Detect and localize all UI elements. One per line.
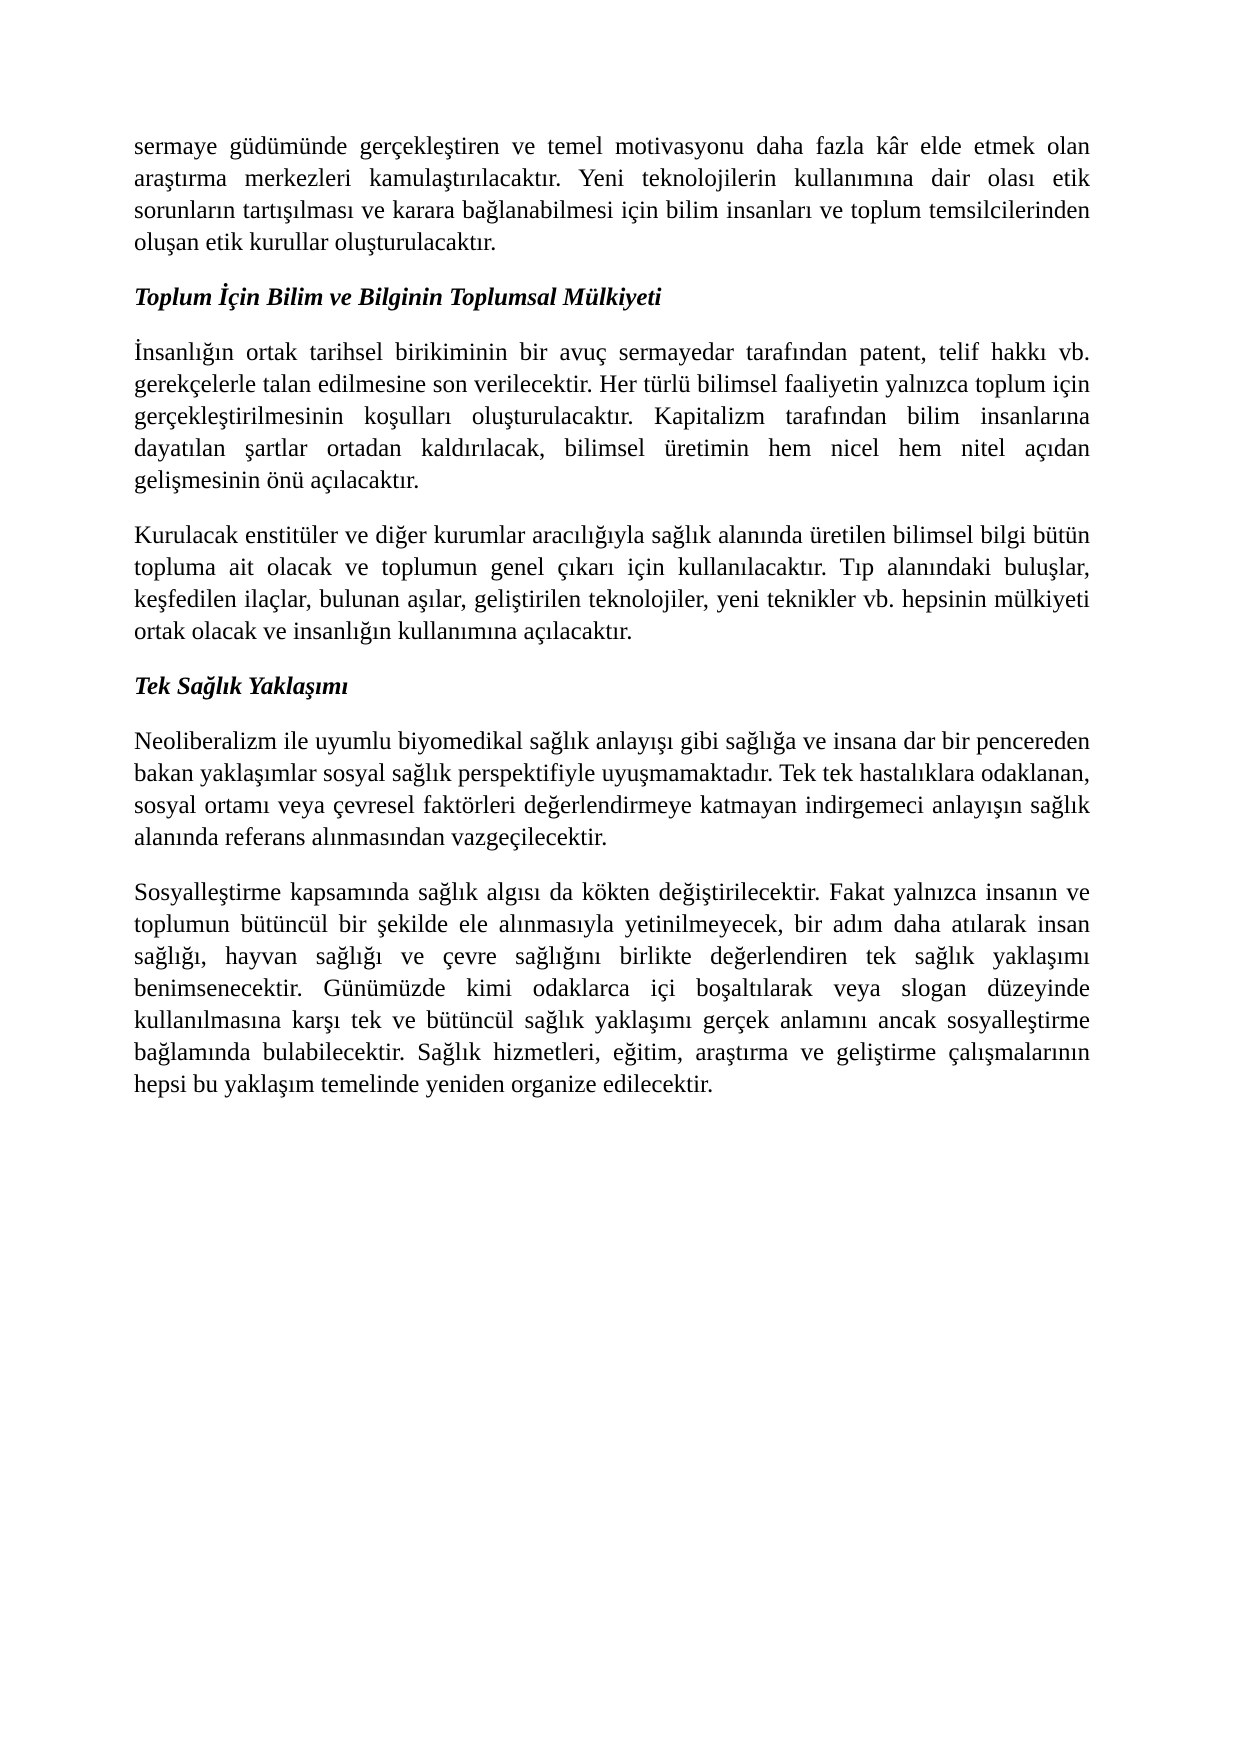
heading-one-health-approach: Tek Sağlık Yaklaşımı <box>134 673 349 700</box>
paragraph-research-centers: sermaye güdümünde gerçekleştiren ve temel motivasyonu daha fazla kâr elde etmek olan araştırma merkezleri kamulaştırılacaktır. Yeni teknolojilerin kullanımına dair olası etik sorunların tartışılması ve karara bağlanabilmesi için bilim insanları ve toplum temsilcilerinden oluşan etik kurullar oluşturulacaktır. <box>134 133 1090 256</box>
heading-science-for-society: Toplum İçin Bilim ve Bilginin Toplumsal Mülkiyeti <box>134 284 662 311</box>
paragraph-socialization-health: Sosyalleştirme kapsamında sağlık algısı da kökten değiştirilecektir. Fakat yalnızca insanın ve toplumun bütüncül bir şekilde ele alınmasıyla yetinilmeyecek, bir adım daha atılarak insan sağlığı, hayvan sağlığı ve çevre sağlığını birlikte değerlendiren tek sağlık yaklaşımı benimsenecektir. Günümüzde kimi odaklarca içi boşaltılarak veya slogan düzeyinde kullanılmasına karşı tek ve bütüncül sağlık yaklaşımı gerçek anlamını ancak sosyalleştirme bağlamında bulabilecektir. Sağlık hizmetleri, eğitim, araştırma ve geliştirme çalışmalarının hepsi bu yaklaşım temelinde yeniden organize edilecektir. <box>134 879 1090 1098</box>
paragraph-institutes-knowledge: Kurulacak enstitüler ve diğer kurumlar aracılığıyla sağlık alanında üretilen bilimsel bilgi bütün topluma ait olacak ve toplumun genel çıkarı için kullanılacaktır. Tıp alanındaki buluşlar, keşfedilen ilaçlar, bulunan aşılar, geliştirilen teknolojiler, yeni teknikler vb. hepsinin mülkiyeti ortak olacak ve insanlığın kullanımına açılacaktır. <box>134 522 1090 645</box>
paragraph-common-heritage: İnsanlığın ortak tarihsel birikiminin bir avuç sermayedar tarafından patent, telif hakkı vb. gerekçelerle talan edilmesine son verilecektir. Her türlü bilimsel faaliyetin yalnızca toplum için gerçekleştirilmesinin koşulları oluşturulacaktır. Kapitalizm tarafından bilim insanlarına dayatılan şartlar ortadan kaldırılacak, bilimsel üretimin hem nicel hem nitel açıdan gelişmesinin önü açılacaktır. <box>134 339 1090 494</box>
document-content <box>134 131 1090 1124</box>
paragraph-neoliberal-biomedical: Neoliberalizm ile uyumlu biyomedikal sağlık anlayışı gibi sağlığa ve insana dar bir pencereden bakan yaklaşımlar sosyal sağlık perspektifiyle uyuşmamaktadır. Tek tek hastalıklara odaklanan, sosyal ortamı veya çevresel faktörleri değerlendirmeye katmayan indirgemeci anlayışın sağlık alanında referans alınmasından vazgeçilecektir. <box>134 728 1090 851</box>
